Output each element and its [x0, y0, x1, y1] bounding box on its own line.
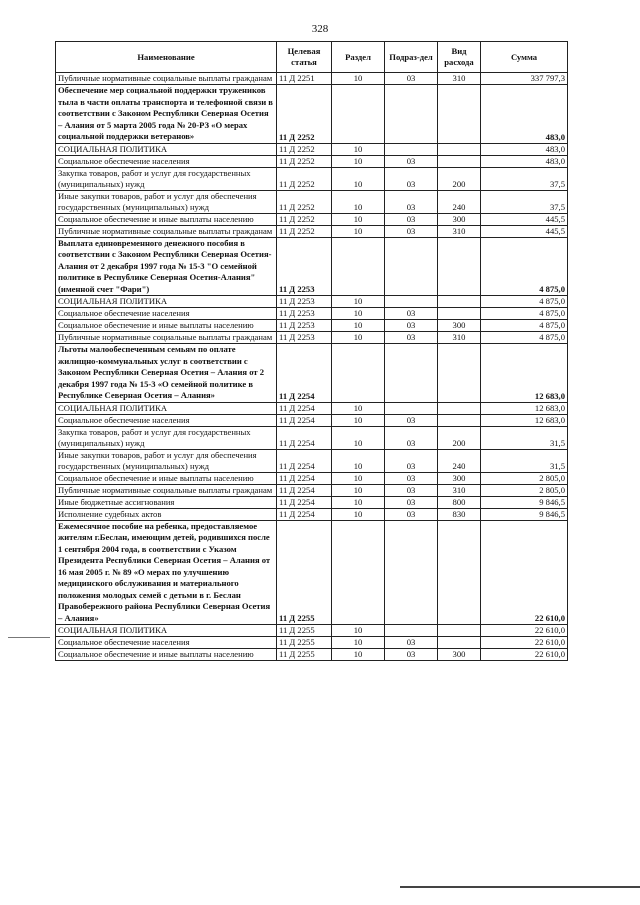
cell-sum: 445,5	[481, 225, 568, 237]
cell-sum: 37,5	[481, 167, 568, 190]
cell-section	[332, 344, 385, 403]
table-row	[56, 472, 568, 484]
cell-sum: 22 610,0	[481, 637, 568, 649]
cell-type: 300	[438, 213, 481, 225]
table-row	[56, 484, 568, 496]
cell-subsection	[385, 143, 438, 155]
cell-name: Выплата единовременного денежного пособия в соответствии с Законом Республики Северная Осетия-Алания от 2 декабря 1997 года № 15-3 "О семейной политике в Республике Северная Осетия-Алания" (именной счет "Фари")	[56, 237, 277, 296]
cell-type: 200	[438, 426, 481, 449]
scan-mark-left	[8, 637, 50, 638]
cell-subsection: 03	[385, 167, 438, 190]
cell-name: Социальное обеспечение населения	[56, 155, 277, 167]
cell-subsection: 03	[385, 73, 438, 85]
cell-name: Обеспечение мер социальной поддержки тружеников тыла в части оплаты транспорта и телефонной связи в соответствии с Законом Республики Северная Осетия – Алания от 5 марта 2005 года № 20-РЗ «О мерах социальной поддержки ветеранов»	[56, 85, 277, 144]
cell-section: 10	[332, 484, 385, 496]
cell-type	[438, 155, 481, 167]
cell-type: 310	[438, 484, 481, 496]
cell-name: Публичные нормативные социальные выплаты гражданам	[56, 225, 277, 237]
cell-subsection	[385, 402, 438, 414]
cell-article: 11 Д 2255	[277, 637, 332, 649]
cell-type	[438, 625, 481, 637]
cell-article: 11 Д 2255	[277, 625, 332, 637]
cell-sum: 31,5	[481, 449, 568, 472]
table-row	[56, 155, 568, 167]
table-row	[56, 308, 568, 320]
cell-name: Публичные нормативные социальные выплаты гражданам	[56, 332, 277, 344]
header-article: Целевая статья	[277, 42, 332, 73]
table-row	[56, 449, 568, 472]
table-row	[56, 296, 568, 308]
cell-sum: 4 875,0	[481, 237, 568, 296]
cell-name: Публичные нормативные социальные выплаты гражданам	[56, 73, 277, 85]
cell-type: 310	[438, 73, 481, 85]
cell-type: 240	[438, 449, 481, 472]
cell-sum: 4 875,0	[481, 332, 568, 344]
page-number: 328	[311, 23, 329, 35]
cell-section: 10	[332, 332, 385, 344]
cell-article: 11 Д 2254	[277, 402, 332, 414]
cell-section: 10	[332, 296, 385, 308]
cell-name: Социальное обеспечение и иные выплаты населению	[56, 213, 277, 225]
cell-name: Иные закупки товаров, работ и услуг для обеспечения государственных (муниципальных) нужд	[56, 449, 277, 472]
cell-section: 10	[332, 308, 385, 320]
table-row	[56, 143, 568, 155]
cell-section	[332, 520, 385, 625]
cell-type	[438, 85, 481, 144]
cell-sum: 9 846,5	[481, 496, 568, 508]
cell-section	[332, 85, 385, 144]
cell-subsection	[385, 85, 438, 144]
cell-section: 10	[332, 155, 385, 167]
cell-sum: 22 610,0	[481, 625, 568, 637]
cell-subsection	[385, 237, 438, 296]
cell-subsection: 03	[385, 426, 438, 449]
cell-sum: 22 610,0	[481, 520, 568, 625]
cell-subsection: 03	[385, 484, 438, 496]
cell-subsection: 03	[385, 414, 438, 426]
table-row	[56, 637, 568, 649]
header-sum: Сумма	[481, 42, 568, 73]
cell-type: 310	[438, 332, 481, 344]
table-row-program	[56, 520, 568, 625]
table-row-program	[56, 237, 568, 296]
cell-subsection: 03	[385, 155, 438, 167]
cell-article: 11 Д 2254	[277, 449, 332, 472]
cell-type	[438, 296, 481, 308]
cell-section: 10	[332, 225, 385, 237]
cell-article: 11 Д 2251	[277, 73, 332, 85]
cell-article: 11 Д 2252	[277, 85, 332, 144]
cell-sum: 37,5	[481, 190, 568, 213]
cell-subsection: 03	[385, 449, 438, 472]
cell-name: СОЦИАЛЬНАЯ ПОЛИТИКА	[56, 625, 277, 637]
cell-article: 11 Д 2253	[277, 320, 332, 332]
cell-subsection	[385, 344, 438, 403]
cell-subsection	[385, 520, 438, 625]
cell-name: СОЦИАЛЬНАЯ ПОЛИТИКА	[56, 143, 277, 155]
cell-sum: 445,5	[481, 213, 568, 225]
cell-sum: 22 610,0	[481, 649, 568, 661]
cell-article: 11 Д 2252	[277, 213, 332, 225]
cell-sum: 2 805,0	[481, 472, 568, 484]
cell-sum: 12 683,0	[481, 344, 568, 403]
cell-section	[332, 237, 385, 296]
cell-article: 11 Д 2253	[277, 332, 332, 344]
table-row	[56, 320, 568, 332]
table-row	[56, 414, 568, 426]
cell-type: 240	[438, 190, 481, 213]
cell-article: 11 Д 2255	[277, 520, 332, 625]
table-row	[56, 167, 568, 190]
header-type: Вид расхода	[438, 42, 481, 73]
table-row	[56, 213, 568, 225]
cell-sum: 483,0	[481, 143, 568, 155]
cell-name: Социальное обеспечение и иные выплаты населению	[56, 649, 277, 661]
cell-sum: 4 875,0	[481, 320, 568, 332]
cell-subsection: 03	[385, 332, 438, 344]
cell-article: 11 Д 2255	[277, 649, 332, 661]
cell-type	[438, 237, 481, 296]
cell-sum: 2 805,0	[481, 484, 568, 496]
cell-type	[438, 308, 481, 320]
cell-sum: 12 683,0	[481, 414, 568, 426]
cell-type: 310	[438, 225, 481, 237]
cell-article: 11 Д 2252	[277, 167, 332, 190]
cell-article: 11 Д 2253	[277, 237, 332, 296]
cell-subsection: 03	[385, 320, 438, 332]
cell-name: Ежемесячное пособие на ребенка, предоставляемое жителям г.Беслан, имеющим детей, родившихся после 1 сентября 2004 года, в соответствии с Указом Президента Республики Северная Осетия – Алания от 16 мая 2005 г. № 89 «О мерах по улучшению медицинского обслуживания и материального положения молодых семей с детьми в г. Беслан Правобережного района Республики Северная Осетия – Алания»	[56, 520, 277, 625]
cell-subsection: 03	[385, 190, 438, 213]
cell-article: 11 Д 2254	[277, 508, 332, 520]
cell-section: 10	[332, 426, 385, 449]
cell-article: 11 Д 2253	[277, 308, 332, 320]
cell-name: Исполнение судебных актов	[56, 508, 277, 520]
cell-name: Публичные нормативные социальные выплаты гражданам	[56, 484, 277, 496]
cell-type: 800	[438, 496, 481, 508]
cell-article: 11 Д 2252	[277, 143, 332, 155]
table-row-program	[56, 85, 568, 144]
cell-name: Социальное обеспечение и иные выплаты населению	[56, 472, 277, 484]
cell-article: 11 Д 2253	[277, 296, 332, 308]
header-section: Раздел	[332, 42, 385, 73]
cell-name: Иные закупки товаров, работ и услуг для обеспечения государственных (муниципальных) нужд	[56, 190, 277, 213]
header-name: Наименование	[56, 42, 277, 73]
cell-article: 11 Д 2252	[277, 225, 332, 237]
cell-section: 10	[332, 472, 385, 484]
table-row	[56, 73, 568, 85]
cell-article: 11 Д 2252	[277, 190, 332, 213]
cell-name: Иные бюджетные ассигнования	[56, 496, 277, 508]
table-row	[56, 649, 568, 661]
cell-sum: 12 683,0	[481, 402, 568, 414]
cell-section: 10	[332, 73, 385, 85]
cell-type	[438, 344, 481, 403]
table-row	[56, 402, 568, 414]
cell-sum: 4 875,0	[481, 308, 568, 320]
table-row	[56, 625, 568, 637]
cell-type: 300	[438, 472, 481, 484]
cell-subsection: 03	[385, 508, 438, 520]
cell-section: 10	[332, 190, 385, 213]
table-row	[56, 190, 568, 213]
cell-name: СОЦИАЛЬНАЯ ПОЛИТИКА	[56, 296, 277, 308]
cell-section: 10	[332, 414, 385, 426]
cell-type	[438, 143, 481, 155]
table-row	[56, 225, 568, 237]
cell-subsection	[385, 625, 438, 637]
cell-section: 10	[332, 402, 385, 414]
cell-section: 10	[332, 625, 385, 637]
cell-subsection	[385, 296, 438, 308]
cell-section: 10	[332, 649, 385, 661]
cell-section: 10	[332, 143, 385, 155]
table-row	[56, 496, 568, 508]
cell-type	[438, 414, 481, 426]
cell-subsection: 03	[385, 225, 438, 237]
cell-sum: 337 797,3	[481, 73, 568, 85]
cell-subsection: 03	[385, 213, 438, 225]
cell-article: 11 Д 2254	[277, 426, 332, 449]
cell-subsection: 03	[385, 472, 438, 484]
cell-section: 10	[332, 213, 385, 225]
cell-subsection: 03	[385, 496, 438, 508]
table-row	[56, 332, 568, 344]
cell-name: Социальное обеспечение и иные выплаты населению	[56, 320, 277, 332]
cell-subsection: 03	[385, 637, 438, 649]
cell-name: Закупка товаров, работ и услуг для государственных (муниципальных) нужд	[56, 426, 277, 449]
cell-sum: 9 846,5	[481, 508, 568, 520]
table-row	[56, 508, 568, 520]
cell-type	[438, 637, 481, 649]
cell-type: 300	[438, 320, 481, 332]
cell-name: Социальное обеспечение населения	[56, 637, 277, 649]
cell-section: 10	[332, 496, 385, 508]
cell-sum: 4 875,0	[481, 296, 568, 308]
cell-sum: 31,5	[481, 426, 568, 449]
table-header-row	[56, 42, 568, 73]
cell-section: 10	[332, 320, 385, 332]
cell-section: 10	[332, 508, 385, 520]
cell-name: СОЦИАЛЬНАЯ ПОЛИТИКА	[56, 402, 277, 414]
table-row	[56, 426, 568, 449]
cell-section: 10	[332, 449, 385, 472]
header-subsection: Подраз-дел	[385, 42, 438, 73]
budget-table	[55, 41, 568, 661]
cell-type: 200	[438, 167, 481, 190]
cell-sum: 483,0	[481, 85, 568, 144]
cell-article: 11 Д 2254	[277, 414, 332, 426]
cell-sum: 483,0	[481, 155, 568, 167]
cell-article: 11 Д 2254	[277, 496, 332, 508]
cell-article: 11 Д 2254	[277, 472, 332, 484]
table-row-program	[56, 344, 568, 403]
cell-name: Социальное обеспечение населения	[56, 414, 277, 426]
table-body	[56, 73, 568, 661]
cell-article: 11 Д 2252	[277, 155, 332, 167]
cell-section: 10	[332, 637, 385, 649]
cell-section: 10	[332, 167, 385, 190]
cell-name: Социальное обеспечение населения	[56, 308, 277, 320]
cell-name: Льготы малообеспеченным семьям по оплате жилищно-коммунальных услуг в соответствии с Законом Республики Северная Осетия – Алания от 2 декабря 1997 года № 15-3 «О семейной политике в Республике Северная Осетия – Алания»	[56, 344, 277, 403]
cell-subsection: 03	[385, 308, 438, 320]
cell-type	[438, 520, 481, 625]
cell-article: 11 Д 2254	[277, 484, 332, 496]
cell-subsection: 03	[385, 649, 438, 661]
cell-name: Закупка товаров, работ и услуг для государственных (муниципальных) нужд	[56, 167, 277, 190]
cell-type	[438, 402, 481, 414]
cell-article: 11 Д 2254	[277, 344, 332, 403]
scan-mark-bottom	[400, 886, 640, 888]
cell-type: 300	[438, 649, 481, 661]
cell-type: 830	[438, 508, 481, 520]
